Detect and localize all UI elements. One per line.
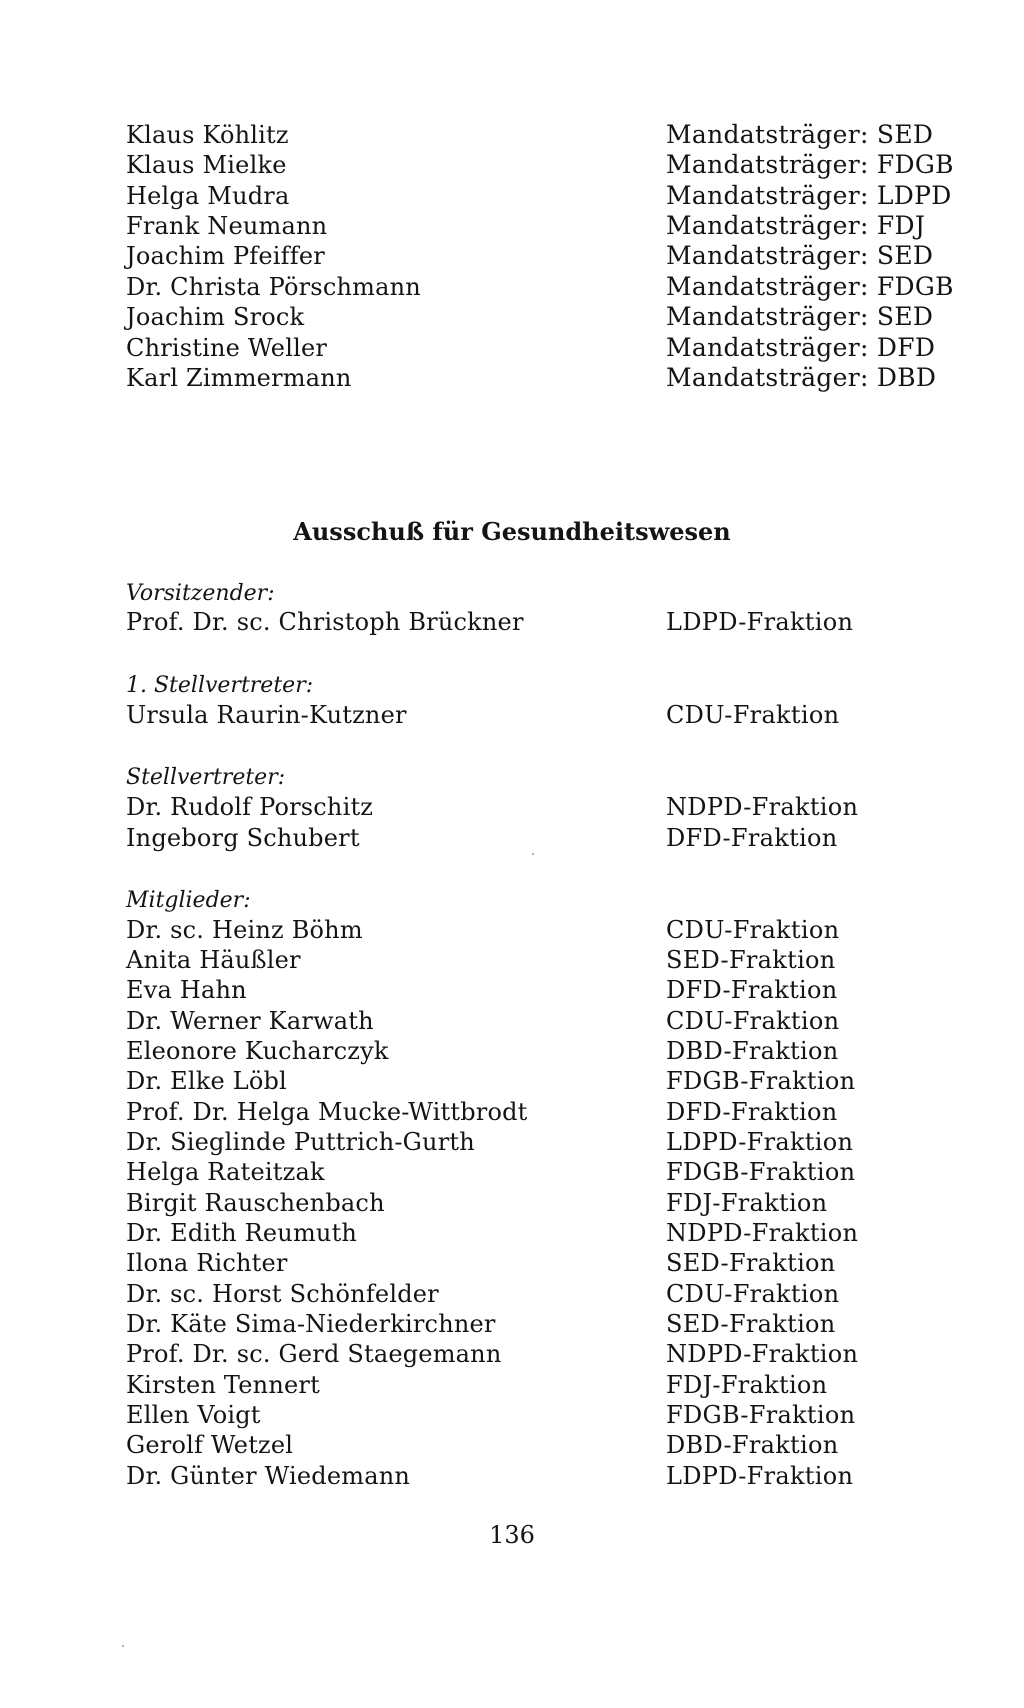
member-name: Dr. Werner Karwath [126, 1007, 374, 1035]
member-faction: DBD-Fraktion [666, 1431, 839, 1459]
mandate-row [0, 150, 1024, 180]
member-name: Dr. Christa Pörschmann [126, 273, 421, 301]
mandate-party: Mandatsträger: LDPD [666, 181, 952, 210]
first-deputy-faction: CDU-Fraktion [666, 701, 840, 729]
chair-faction: LDPD-Fraktion [666, 608, 854, 636]
member-faction: DFD-Fraktion [666, 1098, 838, 1126]
member-name: Ilona Richter [126, 1249, 288, 1277]
member-faction: SED-Fraktion [666, 946, 836, 974]
mandate-row [0, 120, 1024, 150]
member-faction: FDJ-Fraktion [666, 1189, 828, 1217]
member-name: Dr. sc. Horst Schönfelder [126, 1280, 439, 1308]
mandate-row [0, 211, 1024, 241]
deputy-faction: DFD-Fraktion [666, 824, 838, 852]
member-faction: CDU-Fraktion [666, 1007, 840, 1035]
deputy-row [0, 792, 1024, 822]
deputy-name: Ingeborg Schubert [126, 824, 360, 852]
member-row [0, 1370, 1024, 1400]
member-row [0, 1006, 1024, 1036]
member-row [0, 1279, 1024, 1309]
member-name: Klaus Köhlitz [126, 121, 289, 149]
member-row [0, 915, 1024, 945]
scan-speck [122, 1645, 124, 1647]
member-faction: FDGB-Fraktion [666, 1067, 856, 1095]
member-faction: DFD-Fraktion [666, 976, 838, 1004]
deputies-label: Stellvertreter: [126, 765, 286, 790]
member-name: Helga Mudra [126, 182, 290, 210]
mandate-party: Mandatsträger: SED [666, 302, 934, 331]
member-row [0, 1127, 1024, 1157]
mandate-row [0, 272, 1024, 302]
mandate-party: Mandatsträger: FDGB [666, 150, 954, 179]
member-name: Christine Weller [126, 334, 328, 362]
chair-label: Vorsitzender: [126, 581, 275, 606]
member-name: Dr. Käte Sima-Niederkirchner [126, 1310, 496, 1338]
member-name: Dr. sc. Heinz Böhm [126, 916, 363, 944]
deputy-row [0, 823, 1024, 853]
member-name: Frank Neumann [126, 212, 328, 240]
member-faction: FDGB-Fraktion [666, 1158, 856, 1186]
member-row [0, 1036, 1024, 1066]
mandate-party: Mandatsträger: DBD [666, 363, 937, 392]
member-name: Birgit Rauschenbach [126, 1189, 385, 1217]
member-name: Kirsten Tennert [126, 1371, 320, 1399]
member-faction: CDU-Fraktion [666, 916, 840, 944]
mandate-row [0, 241, 1024, 271]
member-row [0, 1157, 1024, 1187]
member-row [0, 1218, 1024, 1248]
member-row [0, 1400, 1024, 1430]
member-faction: FDJ-Fraktion [666, 1371, 828, 1399]
member-row [0, 945, 1024, 975]
mandate-row [0, 333, 1024, 363]
mandate-party: Mandatsträger: FDJ [666, 211, 926, 240]
mandate-party: Mandatsträger: FDGB [666, 272, 954, 301]
first-deputy-row [0, 700, 1024, 730]
member-name: Dr. Sieglinde Puttrich-Gurth [126, 1128, 475, 1156]
member-name: Anita Häußler [126, 946, 301, 974]
member-faction: SED-Fraktion [666, 1310, 836, 1338]
mandate-row [0, 363, 1024, 393]
chair-row [0, 607, 1024, 637]
member-faction: FDGB-Fraktion [666, 1401, 856, 1429]
member-name: Karl Zimmermann [126, 364, 352, 392]
members-label: Mitglieder: [126, 888, 251, 913]
member-row [0, 975, 1024, 1005]
member-name: Ellen Voigt [126, 1401, 261, 1429]
mandate-party: Mandatsträger: DFD [666, 333, 936, 362]
member-faction: CDU-Fraktion [666, 1280, 840, 1308]
member-row [0, 1066, 1024, 1096]
page-number: 136 [489, 1521, 535, 1549]
member-faction: LDPD-Fraktion [666, 1128, 854, 1156]
member-name: Dr. Edith Reumuth [126, 1219, 358, 1247]
member-name: Dr. Elke Löbl [126, 1067, 287, 1095]
first-deputy-name: Ursula Raurin-Kutzner [126, 701, 407, 729]
member-faction: NDPD-Fraktion [666, 1219, 859, 1247]
member-row [0, 1188, 1024, 1218]
member-name: Gerolf Wetzel [126, 1431, 294, 1459]
member-row [0, 1339, 1024, 1369]
chair-name: Prof. Dr. sc. Christoph Brückner [126, 608, 524, 636]
member-name: Joachim Srock [126, 303, 305, 331]
mandate-row [0, 302, 1024, 332]
member-name: Helga Rateitzak [126, 1158, 325, 1186]
member-row [0, 1461, 1024, 1491]
member-row [0, 1309, 1024, 1339]
member-faction: NDPD-Fraktion [666, 1340, 859, 1368]
deputy-faction: NDPD-Fraktion [666, 793, 859, 821]
committee-title: Ausschuß für Gesundheitswesen [293, 517, 731, 546]
mandate-row [0, 181, 1024, 211]
member-name: Klaus Mielke [126, 151, 287, 179]
first-deputy-label: 1. Stellvertreter: [126, 673, 314, 698]
member-faction: LDPD-Fraktion [666, 1462, 854, 1490]
deputy-name: Dr. Rudolf Porschitz [126, 793, 374, 821]
member-faction: SED-Fraktion [666, 1249, 836, 1277]
member-row [0, 1248, 1024, 1278]
scan-speck [532, 853, 534, 855]
member-row [0, 1430, 1024, 1460]
member-name: Dr. Günter Wiedemann [126, 1462, 411, 1490]
mandate-party: Mandatsträger: SED [666, 120, 934, 149]
member-name: Prof. Dr. sc. Gerd Staegemann [126, 1340, 502, 1368]
member-name: Eleonore Kucharczyk [126, 1037, 389, 1065]
member-name: Joachim Pfeiffer [126, 242, 325, 270]
mandate-party: Mandatsträger: SED [666, 241, 934, 270]
member-name: Eva Hahn [126, 976, 247, 1004]
member-row [0, 1097, 1024, 1127]
member-name: Prof. Dr. Helga Mucke-Wittbrodt [126, 1098, 528, 1126]
member-faction: DBD-Fraktion [666, 1037, 839, 1065]
